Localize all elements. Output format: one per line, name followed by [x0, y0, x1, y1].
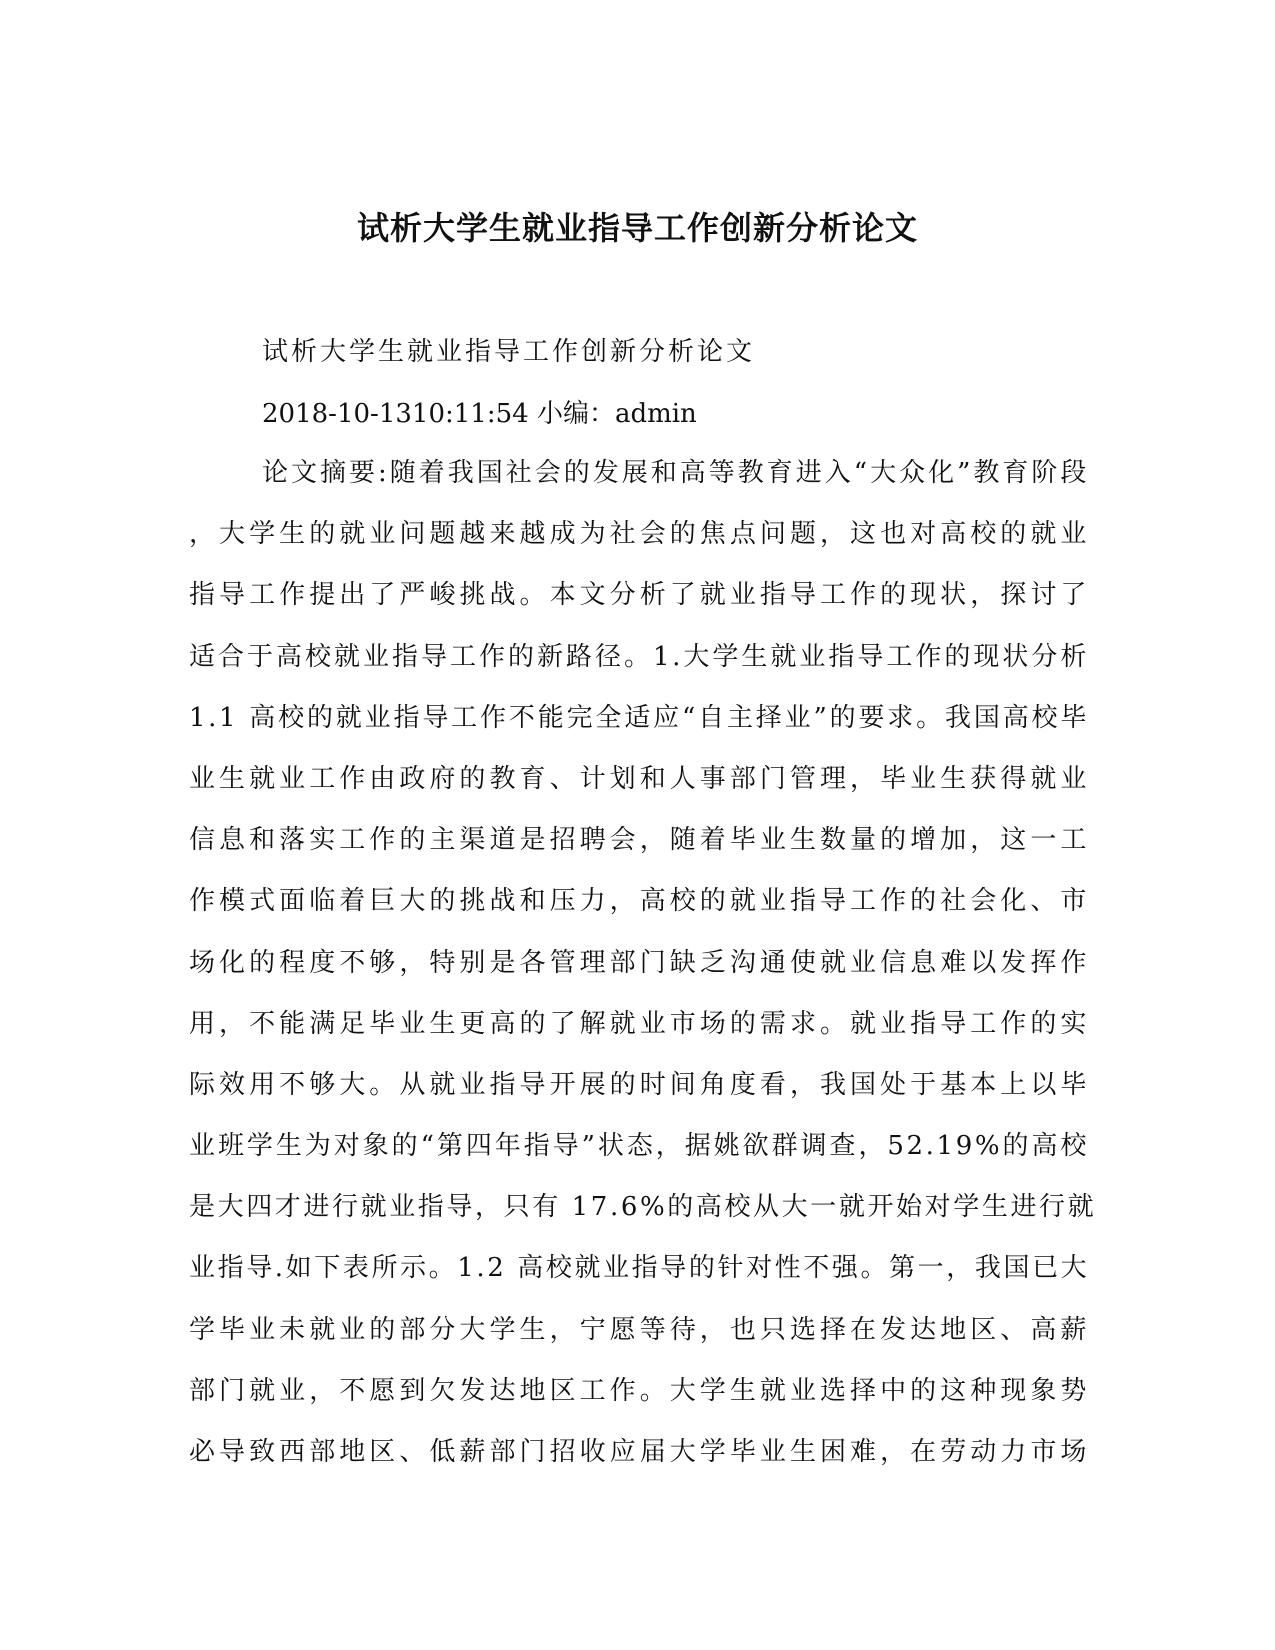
- body-line: 业指导.如下表所示。1.2 高校就业指导的针对性不强。第一，我国已大: [189, 1253, 1090, 1284]
- body-line: ，大学生的就业问题越来越成为社会的焦点问题，这也对高校的就业: [189, 519, 1089, 550]
- document-title: 试析大学生就业指导工作创新分析论文: [356, 209, 918, 247]
- body-line: 业班学生为对象的“第四年指导”状态，据姚欲群调查，52.19%的高校: [189, 1131, 1089, 1162]
- body-line: 学毕业未就业的部分大学生，宁愿等待，也只选择在发达地区、高薪: [189, 1314, 1089, 1345]
- body-line: 部门就业，不愿到欠发达地区工作。大学生就业选择中的这种现象势: [189, 1375, 1089, 1406]
- body-line: 场化的程度不够，特别是各管理部门缺乏沟通使就业信息难以发挥作: [189, 947, 1089, 978]
- body-line: 际效用不够大。从就业指导开展的时间角度看，我国处于基本上以毕: [189, 1069, 1089, 1100]
- body-line: 业生就业工作由政府的教育、计划和人事部门管理，毕业生获得就业: [189, 763, 1089, 794]
- date-author-line: 2018-10-1310:11:54 小编：admin: [262, 399, 697, 429]
- body-line: 必导致西部地区、低薪部门招收应届大学毕业生困难，在劳动力市场: [189, 1437, 1089, 1467]
- body-line: 适合于高校就业指导工作的新路径。1.大学生就业指导工作的现状分析: [189, 641, 1089, 672]
- body-line: 论文摘要:随着我国社会的发展和高等教育进入“大众化”教育阶段: [262, 458, 1089, 488]
- body-line: 是大四才进行就业指导，只有 17.6%的高校从大一就开始对学生进行就: [189, 1192, 1097, 1223]
- body-line: 1.1 高校的就业指导工作不能完全适应“自主择业”的要求。我国高校毕: [189, 702, 1089, 733]
- body-line: 信息和落实工作的主渠道是招聘会，随着毕业生数量的增加，这一工: [189, 825, 1089, 856]
- body-line: 指导工作提出了严峻挑战。本文分析了就业指导工作的现状，探讨了: [189, 580, 1089, 611]
- document-subtitle: 试析大学生就业指导工作创新分析论文: [262, 337, 756, 367]
- body-line: 用，不能满足毕业生更高的了解就业市场的需求。就业指导工作的实: [189, 1008, 1089, 1039]
- body-paragraph: [189, 455, 1097, 1495]
- body-line: 作模式面临着巨大的挑战和压力，高校的就业指导工作的社会化、市: [189, 886, 1089, 917]
